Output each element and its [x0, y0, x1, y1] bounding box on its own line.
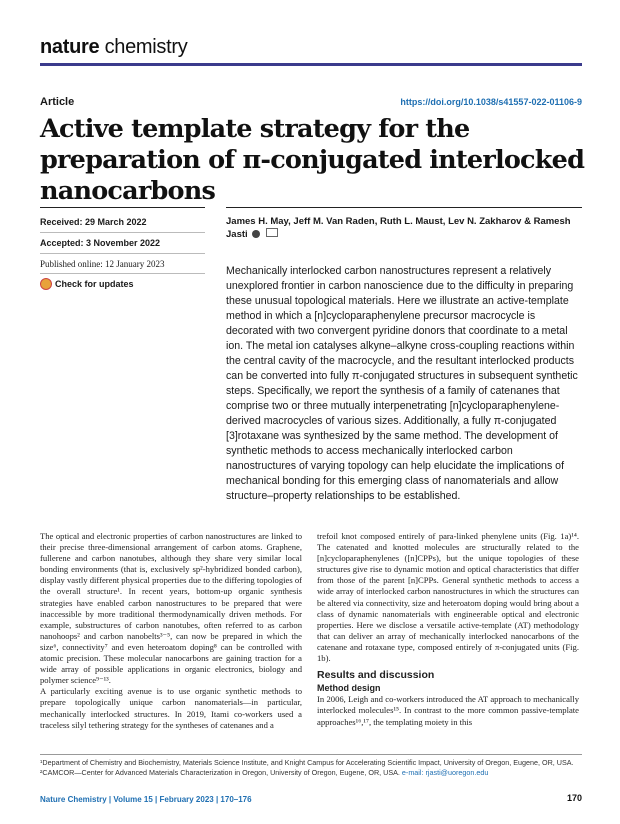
article-type: Article: [40, 96, 75, 108]
mail-icon[interactable]: [266, 228, 278, 237]
published-date: Published online: 12 January 2023: [40, 259, 165, 269]
meta-rule: [40, 253, 205, 254]
header-rule: [40, 63, 582, 66]
meta-rule: [40, 232, 205, 233]
paragraph: A particularly exciting avenue is to use organic synthetic methods to prepare topologically unique carbon nanomaterials—in particular, mechanically interlocked structures. In 2019, Itami co-workers used a traceless silyl tethering strategy for the syntheses of catenanes and a: [40, 686, 302, 730]
authors-divider: [226, 207, 582, 208]
page-number: 170: [566, 793, 582, 803]
doi-link[interactable]: https://doi.org/10.1038/s41557-022-01106-9: [400, 97, 582, 107]
affiliations-footnote: ¹Department of Chemistry and Biochemistry, Materials Science Institute, and Knight Campus for Accelerating Scientific Impact, University of Oregon, Eugene, OR, USA. ²CAMCOR—Center for Advanced Materials Characterization in Oregon, University of Oregon, Eugene, OR, USA. e-mail: rjasti@uoregon.edu: [40, 758, 574, 777]
journal-footer: Nature Chemistry | Volume 15 | February 2023 | 170–176: [40, 795, 252, 804]
orcid-icon[interactable]: [252, 230, 260, 238]
abstract: Mechanically interlocked carbon nanostructures represent a relatively unexplored frontier in carbon nanoscience due to the difficulty in preparing these unusual topological materials. Here we illustrate an active-template method in which a [n]cycloparaphenylene precursor macrocycle is decorated with two convergent pyridine donors that coordinate to a metal ion. The metal ion catalyses alkyne–alkyne cross-coupling reactions within the central cavity of the macrocycle, and the resultant interlocked products can be converted into fully π-conjugated structures in subsequent synthetic steps. Specifically, we report the synthesis of a family of catenanes that comprise two or three mutually interpenetrating [n]cycloparaphenylene-derived macrocycles of various sizes. Additionally, a fully π-conjugated [3]rotaxane was synthesized by the same method. The development of synthetic methods to access mechanically interlocked carbon nanostructures of varying topology can help elucidate the implications of mechanical bonding for this emerging class of nanomaterials and allow structure–property relationships to be established.: [226, 265, 578, 502]
subsection-heading: Method design: [317, 683, 381, 694]
footnote-rule: [40, 754, 582, 755]
section-heading: Results and discussion: [317, 669, 435, 682]
email-link[interactable]: e-mail: rjasti@uoregon.edu: [401, 768, 489, 777]
meta-rule: [40, 273, 205, 274]
body-column-right: [317, 531, 579, 728]
authors-text: James H. May, Jeff M. Van Raden, Ruth L. Maust, Lev N. Zakharov & Ramesh Jasti: [226, 216, 571, 240]
check-updates-button[interactable]: [40, 278, 134, 290]
paragraph: In 2006, Leigh and co-workers introduced the AT approach to mechanically interlocked molecules¹⁵. In contrast to the more common passive-template approaches¹⁶,¹⁷, the templating moiety in this: [317, 694, 579, 727]
paragraph: The optical and electronic properties of carbon nanostructures are linked to their precise three-dimensional arrangement of carbon atoms. Graphene, fullerene and carbon nanotubes, although they share very similar local bonding environments (that is, exclusively sp²-hybridized bonded carbon), display vastly different physical properties due to the differing topologies of the overall structure¹. In recent years, bottom-up organic synthesis strategies have enabled carbon nanostructures to be prepared that were inaccessible by more traditional thermodynamically driven methods. For example, substructures of carbon nanotubes, often referred to as carbon nanohoops² and carbon nanobelts³⁻⁵, can now be prepared in which the size⁶, connectivity⁷ and even heteroatom doping⁸ can be controlled with atomic precision. These molecular nanocarbons are gaining traction for a wide array of possible applications in organic electronics, biology and polymer science⁹⁻¹³.: [40, 531, 302, 686]
meta-divider: [40, 207, 205, 208]
author-list: [226, 215, 582, 241]
article-title: Active template strategy for the preparation of π-conjugated interlocked nanocarbons: [40, 114, 585, 206]
journal-name: nature chemistry: [40, 36, 188, 58]
body-column-left: [40, 531, 302, 731]
paragraph: trefoil knot composed entirely of para-linked phenylene units (Fig. 1a)¹⁴. The catenated and knotted molecules are structurally related to the [n]cycloparaphenylenes ([n]CPPs), but the unique topologies of these structures give rise to dynamic motion and optical characteristics that differ from those of the parent [n]CPPs. General synthetic methods to access a wide array of interlocked carbon nanostructures in which the structures can be altered via connectivity, size and heteroatom doping would bring about a class of dynamic nanomaterials with engineerable optical and electronic properties. Here we disclose a versatile active-template (AT) methodology that can deliver an array of mechanically interlocked nanocarbons of the catenane and rotaxane type, composed entirely of π-conjugated units (Fig. 1b).: [317, 531, 579, 664]
check-updates-label: Check for updates: [55, 279, 134, 289]
check-updates-icon: [40, 278, 52, 290]
received-date: Received: 29 March 2022: [40, 217, 147, 227]
accepted-date: Accepted: 3 November 2022: [40, 238, 161, 248]
